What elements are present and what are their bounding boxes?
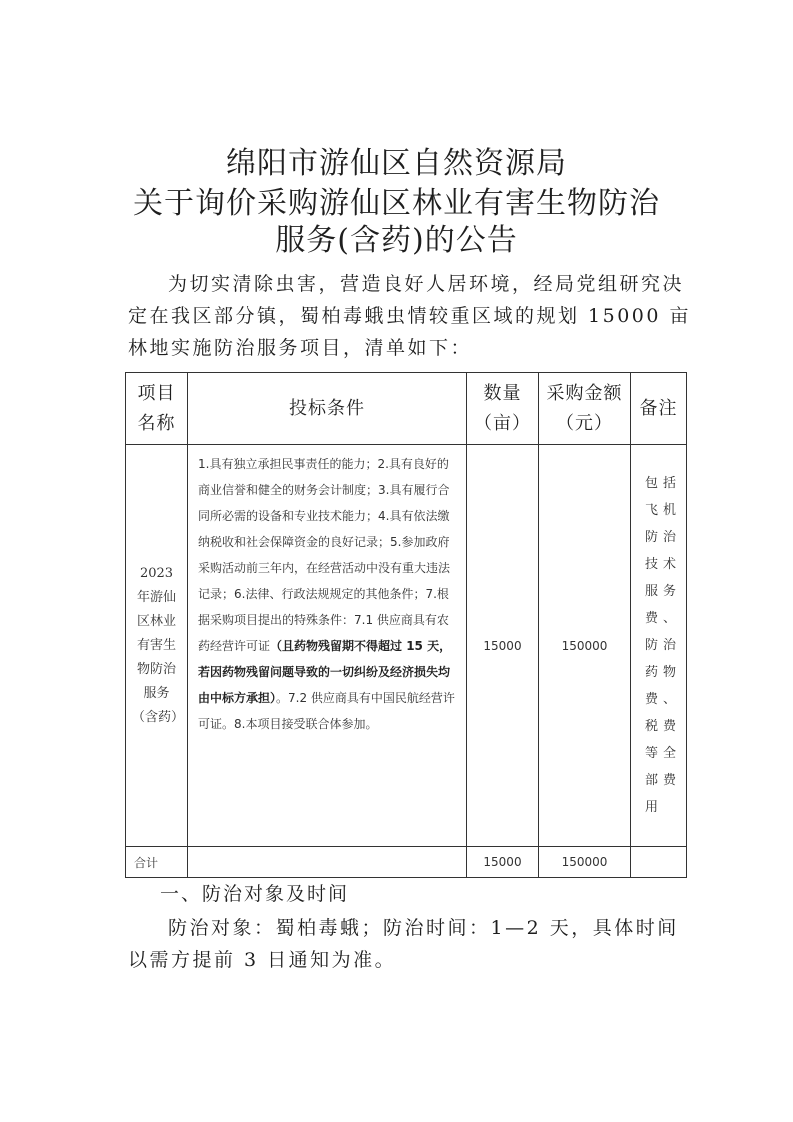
intro-paragraph: 为切实清除虫害，营造良好人居环境，经局党组研究决定在我区部分镇，蜀柏毒蛾虫情较重区域的规划 15000 亩林地实施防治服务项目，清单如下： [128, 273, 692, 359]
header-note: 备注 [631, 373, 687, 445]
total-empty-cell [188, 847, 467, 878]
header-amount-line2: （元） [556, 412, 613, 434]
conditions-bold-text: （且药物残留期不得超过 15 天，若因药物残留问题导致的一切纠纷及经济损失均由中标方承担） [198, 639, 452, 705]
note-cell: 包括飞机防治技术服务费、防治药物费、税费等全部费用 [631, 445, 687, 847]
total-note-cell [631, 847, 687, 878]
header-name-line1: 项目 [137, 382, 176, 404]
header-name-line2: 名称 [137, 412, 176, 434]
header-amount [539, 373, 631, 445]
header-project-name [126, 373, 188, 445]
conditions-text-1: 1.具有独立承担民事责任的能力；2.具有良好的商业信誉和健全的财务会计制度；3.具有履行合同所必需的设备和专业技术能力；4.具有依法缴纳税收和社会保障资金的良好记录；5.参加政府采购活动前三年内，在经营活动中没有重大违法记录；6.法律、行政法规规定的其他条件；7.根据采购项目提出的特殊条件：7.1 供应商具有农药经营许可证 [198, 457, 451, 653]
header-qty-line1: 数量 [483, 382, 522, 404]
header-quantity [467, 373, 539, 445]
section-1-heading: 一、防治对象及时间 [160, 883, 350, 905]
title-line-1: 绵阳市游仙区自然资源局 [226, 146, 567, 181]
title-line-3: 服务(含药)的公告 [275, 223, 518, 258]
procurement-table [125, 372, 687, 878]
project-name-cell: 2023 年游仙区林业有害生物防治服务（含药） [126, 445, 188, 847]
header-amount-line1: 采购金额 [546, 382, 623, 404]
bid-conditions-cell [188, 445, 467, 847]
conditions-text-2: 。7.2 供应商具有中国民航经营许可证。8.本项目接受联合体参加。 [198, 691, 455, 731]
total-quantity-cell: 15000 [467, 847, 539, 878]
section-1-body: 防治对象：蜀柏毒蛾；防治时间：1—2 天，具体时间以需方提前 3 日通知为准。 [128, 917, 679, 971]
table-header-row [126, 373, 687, 445]
header-qty-line2: （亩） [474, 412, 531, 434]
total-row [126, 847, 687, 878]
quantity-cell: 15000 [467, 445, 539, 847]
amount-cell: 150000 [539, 445, 631, 847]
total-amount-cell: 150000 [539, 847, 631, 878]
header-conditions: 投标条件 [188, 373, 467, 445]
total-label-cell: 合计 [126, 847, 188, 878]
table-row [126, 445, 687, 847]
title-line-2: 关于询价采购游仙区林业有害生物防治 [133, 186, 660, 221]
